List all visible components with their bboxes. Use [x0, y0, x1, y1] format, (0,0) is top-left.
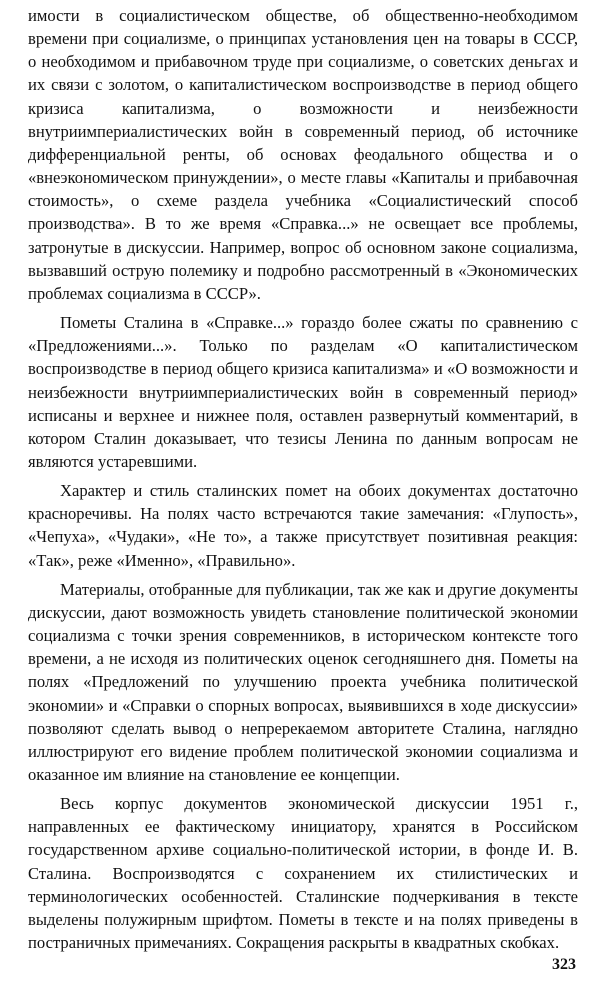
paragraph-3: Характер и стиль сталинских помет на обоих документах достаточно красноречивы. На полях часто встречаются такие замечания: «Глупость», «Чепуха», «Чудаки», «Не то», а также присутствует позитивная реакция: «Так», реже «Именно», «Правильно».	[28, 481, 578, 570]
paragraph-5: Весь корпус документов экономической дискуссии 1951 г., направленных ее фактическому инициатору, хранятся в Российском государственном архиве социально-политической истории, в фонде И. В. Сталина. Воспроизводятся с сохранением их стилистических и терминологических особенностей. Сталинские подчеркивания в тексте выделены полужирным шрифтом. Пометы в тексте и на полях приведены в постраничных примечаниях. Сокращения раскрыты в квадратных скобках.	[28, 794, 578, 953]
page-body	[28, 4, 578, 954]
paragraph-1: имости в социалистическом обществе, об общественно-необходимом времени при социализме, о принципах установления цен на товары в СССР, о необходимом и прибавочном труде при социализме, о советских деньгах и их связи с золотом, о капиталистическом воспроизводстве в период общего кризиса капитализма, о возможности и неизбежности внутриимпериалистических войн в современный период, об источнике дифференциальной ренты, об основах феодального общества и о «внеэкономическом принуждении», о месте главы «Капиталы и прибавочная стоимость», о схеме раздела учебника «Социалистический способ производства». В то же время «Справка...» не освещает все проблемы, затронутые в дискуссии. Например, вопрос об основном законе социализма, вызвавший острую полемику и подробно рассмотренный в «Экономических проблемах социализма в СССР».	[28, 6, 578, 303]
paragraph-4: Материалы, отобранные для публикации, так же как и другие документы дискуссии, дают возможность увидеть становление политической экономии социализма с точки зрения современников, в историческом контексте того времени, а не исходя из политических оценок сегодняшнего дня. Пометы на полях «Предложений по улучшению проекта учебника политической экономии» и «Справки о спорных вопросах, выявившихся в ходе дискуссии» позволяют сделать вывод о непререкаемом авторитете Сталина, наглядно иллюстрируют его видение проблем политической экономии социализма и оказанное им влияние на становление ее концепции.	[28, 579, 578, 784]
paragraph-2: Пометы Сталина в «Справке...» гораздо более сжаты по сравнению с «Предложениями...». Только по разделам «О капиталистическом воспроизводстве в период общего кризиса капитализма» и «О возможности и неизбежности внутриимпериалистических войн в современный период» исписаны и верхнее и нижнее поля, оставлен развернутый комментарий, в котором Сталин доказывает, что тезисы Ленина по данным вопросам не являются устаревшими.	[28, 313, 578, 471]
page-number: 323	[552, 956, 576, 973]
